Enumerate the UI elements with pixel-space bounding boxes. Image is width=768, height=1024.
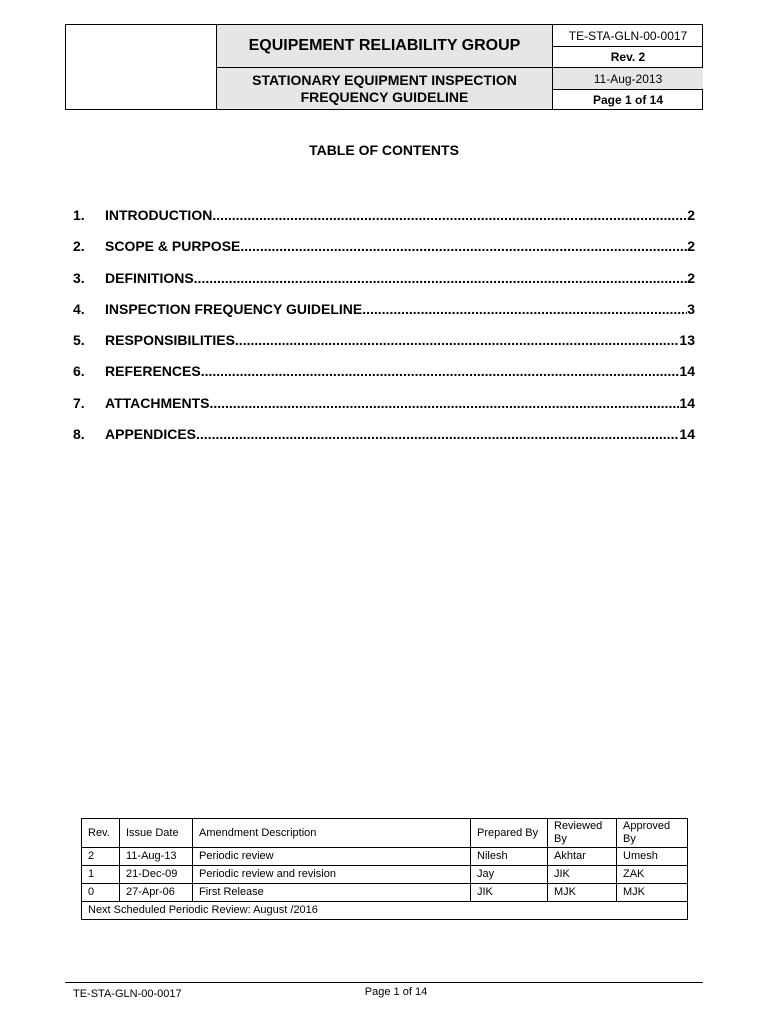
- toc-entry-number: 3.: [73, 269, 85, 286]
- issue-date: 11-Aug-2013: [553, 68, 703, 90]
- footer-doc-number: TE-STA-GLN-00-0017: [73, 988, 182, 1000]
- cell: 0: [82, 884, 120, 902]
- document-title: [217, 68, 552, 109]
- header-meta: [552, 25, 703, 109]
- cell: 11-Aug-13: [120, 848, 193, 866]
- toc-entry[interactable]: [73, 270, 695, 301]
- toc-entry-page: 14: [679, 394, 695, 411]
- toc-entry-label: REFERENCES: [105, 363, 201, 380]
- footer-page-number: Page 1 of 14: [364, 986, 428, 998]
- toc-entry[interactable]: [73, 332, 695, 363]
- toc-entry-label: RESPONSIBILITIES: [105, 332, 235, 349]
- cell: JIK: [471, 884, 548, 902]
- toc-entry-number: 1.: [73, 207, 85, 223]
- toc-entry-number: 2.: [73, 238, 85, 255]
- toc-entry-number: 5.: [73, 332, 85, 349]
- header-amendment: Amendment Description: [193, 819, 471, 848]
- cell: 2: [82, 848, 120, 866]
- toc-entry-label: DEFINITIONS: [105, 269, 194, 286]
- table-of-contents: [73, 207, 695, 457]
- toc-entry-page: 3: [687, 300, 695, 317]
- header-rev: Rev.: [82, 819, 120, 848]
- revision-table-header: [82, 819, 688, 848]
- toc-leader-dots: [240, 238, 687, 254]
- cell: MJK: [548, 884, 617, 902]
- toc-leader-dots: [362, 301, 687, 317]
- footer-divider: [65, 982, 703, 983]
- cell: 1: [82, 866, 120, 884]
- page-indicator: Page 1 of 14: [592, 92, 664, 107]
- cell: Jay: [471, 866, 548, 884]
- revision: Rev. 2: [553, 47, 703, 68]
- next-review-row: [82, 902, 688, 920]
- toc-entry[interactable]: [73, 426, 695, 457]
- toc-entry[interactable]: [73, 238, 695, 269]
- cell: ZAK: [617, 866, 688, 884]
- cell: Periodic review and revision: [193, 866, 471, 884]
- title-line-1: STATIONARY EQUIPMENT INSPECTION: [252, 71, 517, 88]
- group-name: EQUIPEMENT RELIABILITY GROUP: [217, 25, 552, 68]
- toc-entry-number: 4.: [73, 300, 85, 317]
- toc-entry-number: 6.: [73, 363, 85, 380]
- logo-area: [66, 25, 217, 109]
- cell: First Release: [193, 884, 471, 902]
- cell: 21-Dec-09: [120, 866, 193, 884]
- header-approved-by: Approved By: [617, 819, 688, 848]
- toc-entry[interactable]: [73, 207, 695, 238]
- toc-entry-page: 2: [687, 207, 695, 223]
- cell: Akhtar: [548, 848, 617, 866]
- toc-entry[interactable]: [73, 301, 695, 332]
- toc-leader-dots: [235, 332, 680, 348]
- toc-entry-page: 14: [679, 363, 695, 380]
- toc-entry[interactable]: [73, 395, 695, 426]
- toc-leader-dots: [209, 395, 679, 411]
- cell: JIK: [548, 866, 617, 884]
- toc-entry-page: 13: [679, 332, 695, 349]
- toc-entry-label: INSPECTION FREQUENCY GUIDELINE: [105, 300, 363, 317]
- header-prepared-by: Prepared By: [471, 819, 548, 848]
- cell: Umesh: [617, 848, 688, 866]
- cell: Nilesh: [471, 848, 548, 866]
- title-line-2: FREQUENCY GUIDELINE: [300, 88, 469, 105]
- toc-entry-number: 8.: [73, 426, 85, 443]
- header-reviewed-by: Reviewed By: [548, 819, 617, 848]
- toc-entry-label: SCOPE & PURPOSE: [105, 238, 241, 255]
- table-row: [82, 866, 688, 884]
- toc-entry-page: 14: [679, 426, 695, 443]
- toc-entry-label: ATTACHMENTS: [105, 394, 210, 411]
- toc-leader-dots: [212, 207, 687, 223]
- toc-leader-dots: [201, 363, 680, 379]
- toc-entry[interactable]: [73, 363, 695, 394]
- toc-leader-dots: [196, 426, 679, 442]
- table-row: [82, 884, 688, 902]
- toc-entry-number: 7.: [73, 394, 85, 411]
- cell: Periodic review: [193, 848, 471, 866]
- next-review: Next Scheduled Periodic Review: August /2016: [82, 902, 688, 920]
- cell: MJK: [617, 884, 688, 902]
- toc-entry-label: APPENDICES: [105, 426, 197, 443]
- toc-entry-page: 2: [687, 238, 695, 255]
- revision-table: [81, 818, 688, 920]
- doc-number: TE-STA-GLN-00-0017: [553, 25, 703, 47]
- cell: 27-Apr-06: [120, 884, 193, 902]
- toc-entry-page: 2: [687, 269, 695, 286]
- toc-title: TABLE OF CONTENTS: [309, 142, 459, 158]
- document-header: [65, 24, 703, 110]
- toc-leader-dots: [194, 270, 688, 286]
- header-issue-date: Issue Date: [120, 819, 193, 848]
- table-row: [82, 848, 688, 866]
- toc-entry-label: INTRODUCTION: [105, 207, 213, 223]
